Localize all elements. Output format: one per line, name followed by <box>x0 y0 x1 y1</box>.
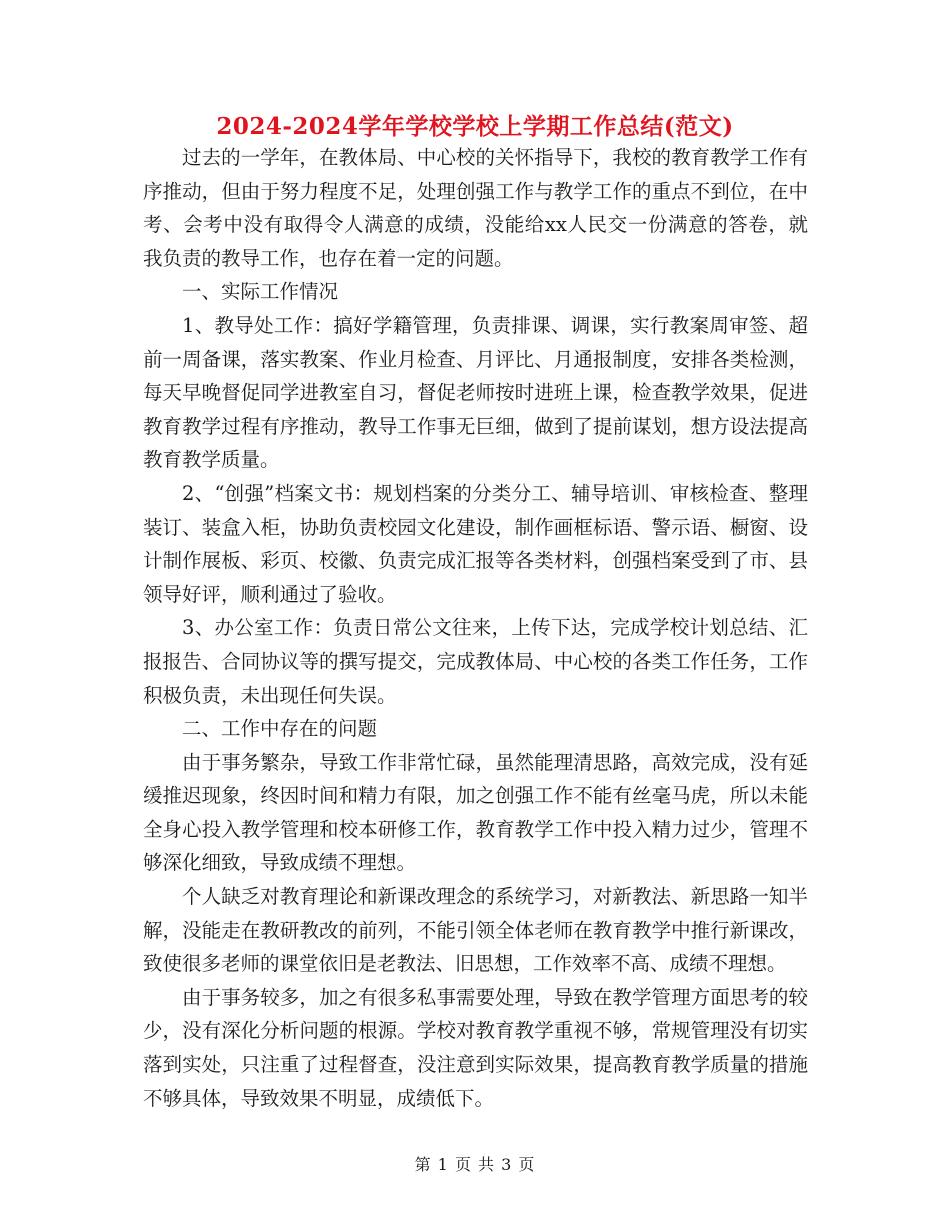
page-number-footer: 第 1 页 共 3 页 <box>414 1155 536 1174</box>
paragraph-academic-office: 1、教导处工作：搞好学籍管理，负责排课、调课，实行教案周审签、超前一周备课，落实教案、作业月检查、月评比、月通报制度，安排各类检测，每天早晚督促同学进教室自习，督促老师按时进班上课，检查教学效果，促进教育教学过程有序推动，教导工作事无巨细，做到了提前谋划，想方设法提高教育教学质量。 <box>143 313 808 472</box>
paragraph-archives: 2、“创强”档案文书：规划档案的分类分工、辅导培训、审核检查、整理装订、装盒入柜，协助负责校园文化建设，制作画框标语、警示语、橱窗、设计制作展板、彩页、校徽、负责完成汇报等各类材料，创强档案受到了市、县领导好评，顺利通过了验收。 <box>143 481 808 606</box>
paragraph-problem-1: 由于事务繁杂，导致工作非常忙碌，虽然能理清思路，高效完成，没有延缓推迟现象，终因时间和精力有限，加之创强工作不能有丝毫马虎，所以未能全身心投入教学管理和校本研修工作，教育教学工作中投入精力过少，管理不够深化细致，导致成绩不理想。 <box>143 750 808 875</box>
paragraph-office-work: 3、办公室工作：负责日常公文往来，上传下达，完成学校计划总结、汇报报告、合同协议等的撰写提交，完成教体局、中心校的各类工作任务，工作积极负责，未出现任何失误。 <box>143 616 808 707</box>
paragraph-problem-3: 由于事务较多，加之有很多私事需要处理，导致在教学管理方面思考的较少，没有深化分析问题的根源。学校对教育教学重视不够，常规管理没有切实落到实处，只注重了过程督查，没注意到实际效果，提高教育教学质量的措施不够具体，导致效果不明显，成绩低下。 <box>143 985 808 1110</box>
paragraph-intro: 过去的一学年，在教体局、中心校的关怀指导下，我校的教育教学工作有序推动，但由于努力程度不足，处理创强工作与教学工作的重点不到位，在中考、会考中没有取得令人满意的成绩，没能给xx人民交一份满意的答卷，就我负责的教导工作，也存在着一定的问题。 <box>143 146 808 270</box>
document-body <box>143 141 808 1115</box>
document-title: 2024-2024学年学校学校上学期工作总结(范文) <box>216 113 734 140</box>
section-heading-work-status: 一、实际工作情况 <box>182 280 339 304</box>
section-heading-problems: 二、工作中存在的问题 <box>182 717 378 741</box>
paragraph-problem-2: 个人缺乏对教育理论和新课改理念的系统学习，对新教法、新思路一知半解，没能走在教研教改的前列，不能引领全体老师在教育教学中推行新课改，致使很多老师的课堂依旧是老教法、旧思想，工作效率不高、成绩不理想。 <box>143 885 808 976</box>
